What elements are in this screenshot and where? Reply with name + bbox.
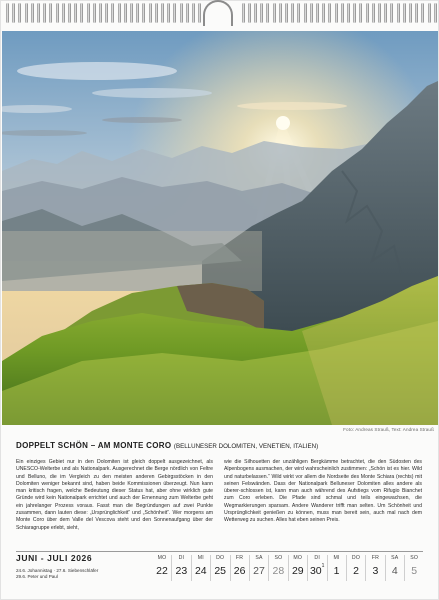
binding-ring <box>316 3 319 23</box>
binding-ring <box>18 3 21 23</box>
binding-ring <box>12 3 15 23</box>
weekday-label: DI <box>178 555 185 561</box>
day-number-text: 5 <box>411 565 418 577</box>
binding-ring <box>99 3 102 23</box>
day-separator <box>404 555 405 581</box>
binding-ring <box>359 3 362 23</box>
binding-ring <box>118 3 121 23</box>
day-number-text: 28 <box>272 565 285 577</box>
binding-ring <box>173 3 176 23</box>
binding-ring <box>186 3 189 23</box>
binding-ring <box>254 3 257 23</box>
binding-ring <box>428 3 431 23</box>
weekday-label: MO <box>293 555 303 561</box>
day-marker: 1 <box>321 563 325 569</box>
holiday-line-1: 24.6. Johannistag · 27.6. Siebenschläfer <box>16 568 99 573</box>
day-number-text: 22 <box>156 565 168 577</box>
binding-ring <box>80 3 83 23</box>
binding-ring <box>353 3 356 23</box>
day-number <box>402 565 426 577</box>
month-label: JUNI - JULI 2026 <box>16 553 93 563</box>
article-paragraph-left: Ein einziges Gebiet nur in den Dolomiten ist gleich doppelt ausgezeichnet, als UNESCO-Welterbe und als Nationalpark. Ausgerechnet die Berge nördlich von Feltre und Belluno, die im Vergleich zu den meisten anderen Gebirgsstöcken in den Dolomiten weniger bekannt sind, haben beide Kommissionen überzeugt. Nun kann man kritisch fragen, welche Bedeutung dieser Status hat, aber ohne wirklich gute Gründe wird kein Nationalpark errichtet und auch der Ernennung zum Welterbe geht ein jahrelanger Prozess voraus. Fasst man die Begründungen auf zwei Punkte zusammen, dann lauten diese: „Ursprünglichkeit“ und „Schönheit“. Wer morgens am Monte Coro über dem Valle del Vescova steht und den Sonnenaufgang über der Schiaragruppe erlebt, sieht, <box>16 459 213 531</box>
day-number-text: 27 <box>253 565 265 577</box>
weekday-label: SO <box>410 555 419 561</box>
binding-ring <box>180 3 183 23</box>
binding-ring <box>161 3 164 23</box>
day-separator <box>171 555 172 581</box>
binding-ring <box>297 3 300 23</box>
weekday-label: MI <box>197 555 204 561</box>
day-separator <box>249 555 250 581</box>
binding-ring <box>111 3 114 23</box>
day-number-text: 4 <box>391 565 398 577</box>
weekday-label: DO <box>216 555 225 561</box>
binding-ring <box>130 3 133 23</box>
binding-ring <box>397 3 400 23</box>
day-number-text: 3 <box>372 565 379 577</box>
weekday-label: DI <box>314 555 320 561</box>
binding-ring <box>403 3 406 23</box>
binding-ring <box>421 3 424 23</box>
binding-ring <box>434 3 437 23</box>
binding-ring <box>87 3 90 23</box>
day-separator <box>230 555 231 581</box>
binding-ring <box>390 3 393 23</box>
binding-ring <box>384 3 387 23</box>
caption-title <box>16 441 318 450</box>
photo-credit: Foto: Andreas Strauß, Text: Andrea Strauß <box>343 427 434 432</box>
binding-ring <box>31 3 34 23</box>
day-number-text: 25 <box>214 565 227 577</box>
binding-ring <box>124 3 127 23</box>
binding-ring <box>74 3 77 23</box>
weekday-label: MI <box>333 555 340 561</box>
binding-ring <box>167 3 170 23</box>
weekday-label: MO <box>157 555 167 561</box>
binding-ring <box>105 3 108 23</box>
day-separator <box>191 555 192 581</box>
binding-ring <box>266 3 269 23</box>
day-number-text: 30 <box>309 565 322 577</box>
binding-ring <box>273 3 276 23</box>
binding-ring <box>192 3 195 23</box>
day-separator <box>307 555 308 581</box>
binding-ring <box>155 3 158 23</box>
binding-ring <box>310 3 313 23</box>
binding-ring <box>37 3 40 23</box>
day-number-text: 29 <box>291 565 304 577</box>
binding-ring <box>6 3 9 23</box>
day-separator <box>210 555 211 581</box>
article-paragraph-right: wie die Silhouetten der unzähligen Bergkämme betrachtet, die den Südosten des Alpenbogens ausmachen, der wird wahrscheinlich zustimmen: „Schön ist es hier. Wild und naturbelassen.“ Wild wirkt vor allem die Nordseite des Monte Schiara (rechts) mit seinen Felswänden. Dass der Nationalpark Belluneser Dolomiten alles andere als überer-schlossen ist, kann man auch während des Aufstiegs vom Rifugio Bianchet zum Coro erleben. Die Pfade sind schmal und teils eingewachsen, die Wegmarkierungen sparsam. Andere Wanderer trifft man selten. Um Schönheit und Ursprünglichkeit genießen zu können, muss man bereit sein, auch mal nach dem Wetterweg zu suchen. Alles hat eben seinen Preis. <box>224 459 422 524</box>
weekday-label: FR <box>235 555 244 561</box>
binding-ring <box>68 3 71 23</box>
day-separator <box>268 555 269 581</box>
binding-ring <box>93 3 96 23</box>
binding-ring <box>149 3 152 23</box>
binding-ring <box>285 3 288 23</box>
day-number-text: 1 <box>333 565 340 577</box>
day-separator <box>327 555 328 581</box>
weekday-label: SA <box>391 555 399 561</box>
binding-ring <box>378 3 381 23</box>
binding-ring <box>260 3 263 23</box>
binding-ring <box>409 3 412 23</box>
hanger-notch <box>206 18 230 26</box>
landscape-photo <box>2 31 438 425</box>
weekday-label: DO <box>351 555 361 561</box>
calendar-grid <box>150 551 425 583</box>
binding-ring <box>248 3 251 23</box>
binding-ring <box>415 3 418 23</box>
day-separator <box>365 555 366 581</box>
binding-ring <box>198 3 201 23</box>
day-separator <box>288 555 289 581</box>
binding-ring <box>49 3 52 23</box>
day-separator <box>346 555 347 581</box>
binding-ring <box>335 3 338 23</box>
caption-title-text: DOPPELT SCHÖN – AM MONTE CORO <box>16 441 172 450</box>
binding-ring <box>279 3 282 23</box>
day-number-text: 2 <box>353 565 359 577</box>
binding-ring <box>142 3 145 23</box>
weekday-label: SA <box>255 555 263 561</box>
binding-ring <box>242 3 245 23</box>
day-number-text: 26 <box>233 565 246 577</box>
binding-ring <box>304 3 307 23</box>
day-number-text: 24 <box>194 565 207 577</box>
binding-ring <box>291 3 294 23</box>
binding-ring <box>25 3 28 23</box>
binding-ring <box>341 3 344 23</box>
day-separator <box>385 555 386 581</box>
article-text-right <box>224 459 422 525</box>
binding-ring <box>322 3 325 23</box>
article-text-left <box>16 459 213 532</box>
landscape-illustration <box>2 31 438 425</box>
binding-ring <box>328 3 331 23</box>
weekday-label: FR <box>371 555 380 561</box>
day-number-text: 23 <box>175 565 188 577</box>
binding-ring <box>43 3 46 23</box>
binding-ring <box>366 3 369 23</box>
binding-ring <box>347 3 350 23</box>
weekday-label: SO <box>274 555 283 561</box>
caption-subtitle: (BELLUNESER DOLOMITEN, VENETIEN, ITALIEN) <box>173 443 319 450</box>
binding-ring <box>136 3 139 23</box>
binding-ring <box>372 3 375 23</box>
holiday-line-2: 29.6. Peter und Paul <box>16 574 58 580</box>
binding-ring <box>56 3 59 23</box>
binding-ring <box>62 3 65 23</box>
holiday-notes <box>16 568 98 580</box>
